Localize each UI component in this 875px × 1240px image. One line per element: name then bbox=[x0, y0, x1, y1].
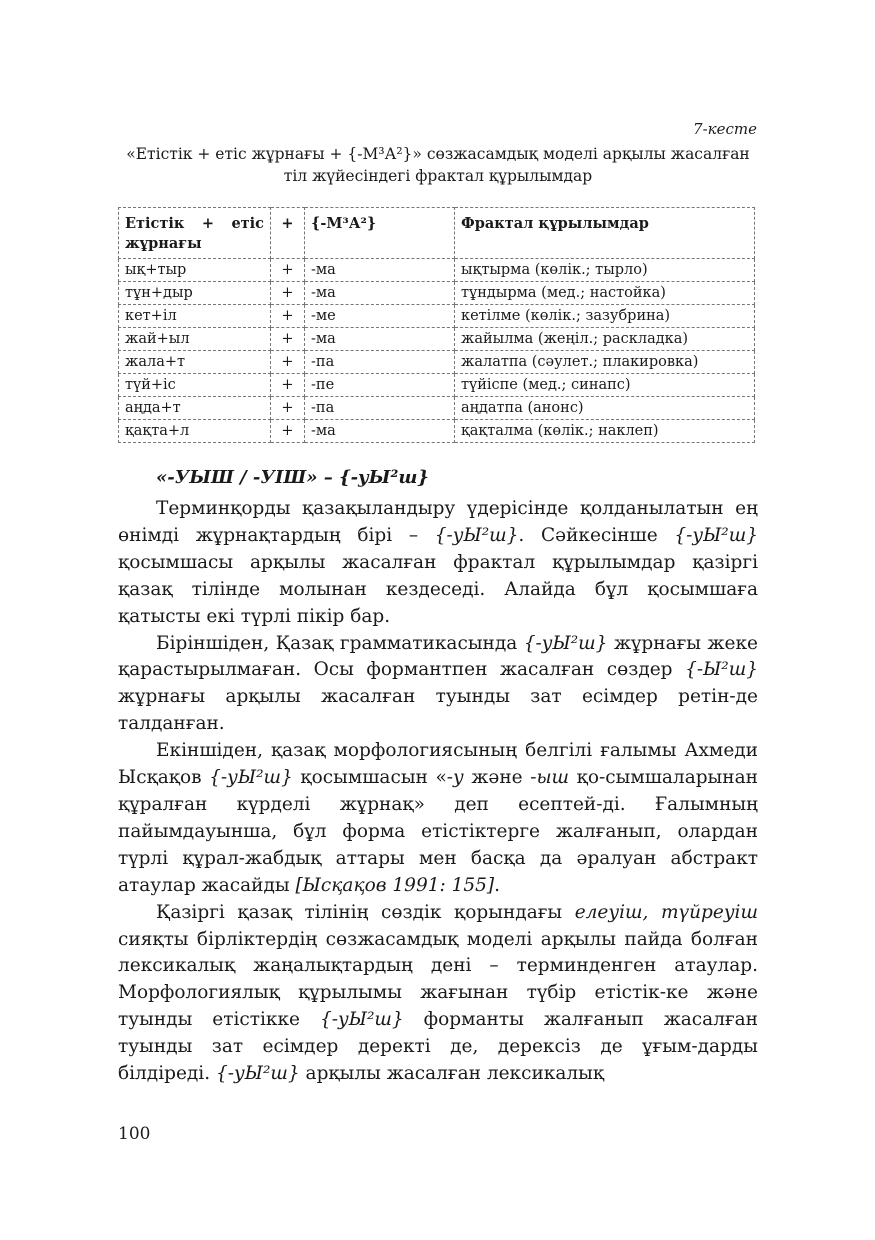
cell-fractal: жалатпа (сәулет.; плакировка) bbox=[455, 351, 755, 374]
example-words: елеуіш, түйреуіш bbox=[574, 901, 758, 923]
paragraph-1 bbox=[118, 496, 758, 631]
cell-affix: -ма bbox=[305, 328, 455, 351]
header-affix: {-М³А²} bbox=[305, 208, 455, 259]
header-plus: + bbox=[271, 208, 305, 259]
cell-affix: -пе bbox=[305, 374, 455, 397]
cell-affix: -ма bbox=[305, 420, 455, 443]
cell-plus: + bbox=[271, 259, 305, 282]
affix-term: {-уЫ²ш} bbox=[674, 524, 758, 546]
table-row bbox=[119, 351, 755, 374]
cell-plus: + bbox=[271, 374, 305, 397]
affix-term: {-уЫ²ш} bbox=[523, 632, 608, 654]
text: жұрнағы арқылы жасалған туынды зат есімдер ретін-де талданған. bbox=[118, 686, 758, 735]
text: жұрнағы жеке қарастырылмаған. Осы формантпен жасалған сөздер bbox=[118, 632, 758, 681]
table-row bbox=[119, 259, 755, 282]
cell-plus: + bbox=[271, 282, 305, 305]
text: . bbox=[494, 874, 501, 896]
table-row bbox=[119, 282, 755, 305]
cell-plus: + bbox=[271, 328, 305, 351]
cell-affix: -па bbox=[305, 397, 455, 420]
cell-affix: -ме bbox=[305, 305, 455, 328]
affix-term: -ыш bbox=[530, 767, 570, 789]
text: қо-сымшаларынан құралған күрделі жұрнақ» деп есептей-ді. Ғалымның пайымдауынша, бұл форма етістіктерге жалғанып, олардан түрлі құрал-жабдық аттары мен басқа да әралуан абстракт атаулар жасайды bbox=[118, 767, 758, 896]
table-row bbox=[119, 328, 755, 351]
text: қосымшасы арқылы жасалған фрактал құрылымдар қазіргі қазақ тілінде молынан кездеседі. Алайда бұл қосымшаға қатысты екі түрлі пікір бар. bbox=[118, 551, 758, 627]
text: қосымшасын « bbox=[292, 767, 447, 789]
paragraph-4 bbox=[118, 900, 758, 1088]
cell-fractal: қақталма (көлік.; наклеп) bbox=[455, 420, 755, 443]
cell-fractal: жайылма (жеңіл.; раскладка) bbox=[455, 328, 755, 351]
table-caption bbox=[118, 143, 758, 187]
cell-affix: -па bbox=[305, 351, 455, 374]
text: Қазіргі қазақ тілінің сөздік қорындағы bbox=[156, 901, 575, 923]
affix-term: {-уЫ²ш} bbox=[434, 524, 519, 546]
cell-fractal: аңдатпа (анонс) bbox=[455, 397, 755, 420]
text: арқылы жасалған лексикалық bbox=[299, 1063, 605, 1085]
cell-affix: -ма bbox=[305, 259, 455, 282]
header-fractal-structures: Фрактал құрылымдар bbox=[455, 208, 755, 259]
cell-verb-suffix: жала+т bbox=[119, 351, 271, 374]
cell-fractal: тұндырма (мед.; настойка) bbox=[455, 282, 755, 305]
text: форманты жалғанып жасалған туынды зат есімдер деректі де, дерексіз де ұғым-дарды білдіреді. bbox=[118, 1009, 758, 1085]
table-caption-line-2: тіл жүйесіндегі фрактал құрылымдар bbox=[283, 167, 593, 185]
table-row bbox=[119, 420, 755, 443]
body-text bbox=[118, 496, 758, 1088]
table-row bbox=[119, 397, 755, 420]
cell-verb-suffix: аңда+т bbox=[119, 397, 271, 420]
cell-affix: -ма bbox=[305, 282, 455, 305]
table-header-row bbox=[119, 208, 755, 259]
cell-verb-suffix: тұн+дыр bbox=[119, 282, 271, 305]
text: және bbox=[463, 767, 531, 789]
cell-verb-suffix: кет+іл bbox=[119, 305, 271, 328]
table-row bbox=[119, 374, 755, 397]
cell-fractal: түйіспе (мед.; синапс) bbox=[455, 374, 755, 397]
section-heading: «-УЫШ / -УІШ» – {-уЫ²ш} bbox=[156, 467, 429, 488]
table-row bbox=[119, 305, 755, 328]
text: Терминқорды қазақыландыру үдерісінде қолданылатын ең өнімді жұрнақтардың бірі – bbox=[118, 498, 758, 546]
header-verb-suffix: Етістік + етіс жұрнағы bbox=[119, 208, 271, 259]
page-number: 100 bbox=[118, 1124, 151, 1144]
cell-plus: + bbox=[271, 397, 305, 420]
text: Біріншіден, Қазақ грамматикасында bbox=[156, 632, 524, 654]
paragraph-2 bbox=[118, 631, 758, 739]
affix-term: {-уЫ²ш} bbox=[320, 1009, 404, 1031]
affix-term: {-уЫ²ш} bbox=[209, 767, 293, 789]
table-number: 7-кесте bbox=[693, 120, 757, 138]
text: . Сәйкесінше bbox=[518, 524, 675, 546]
cell-fractal: кетілме (көлік.; зазубрина) bbox=[455, 305, 755, 328]
cell-verb-suffix: түй+іс bbox=[119, 374, 271, 397]
cell-plus: + bbox=[271, 305, 305, 328]
table-caption-line-1: «Етістік + етіс жұрнағы + {-М³А²}» сөзжасамдық моделі арқылы жасалған bbox=[126, 145, 750, 163]
affix-term: -у bbox=[446, 767, 464, 789]
cell-verb-suffix: қақта+л bbox=[119, 420, 271, 443]
cell-plus: + bbox=[271, 351, 305, 374]
fractal-table bbox=[118, 207, 755, 443]
text: Екіншіден, қазақ морфологиясының белгілі ғалымы Ахмеди Ысқақов bbox=[118, 740, 758, 789]
cell-plus: + bbox=[271, 420, 305, 443]
text: сияқты бірліктердің сөзжасамдық моделі арқылы пайда болған лексикалық жаңалықтардың дені – терминденген атаулар. Морфологиялық құрылымы жағынан түбір етістік-ке және туынды етістікке bbox=[118, 928, 758, 1031]
cell-verb-suffix: жай+ыл bbox=[119, 328, 271, 351]
citation: [Ысқақов 1991: 155] bbox=[295, 874, 495, 896]
affix-term: {-Ы²ш} bbox=[685, 659, 758, 681]
cell-fractal: ықтырма (көлік.; тырло) bbox=[455, 259, 755, 282]
paragraph-3 bbox=[118, 738, 758, 899]
cell-verb-suffix: ық+тыр bbox=[119, 259, 271, 282]
affix-term: {-уЫ²ш} bbox=[215, 1063, 300, 1085]
